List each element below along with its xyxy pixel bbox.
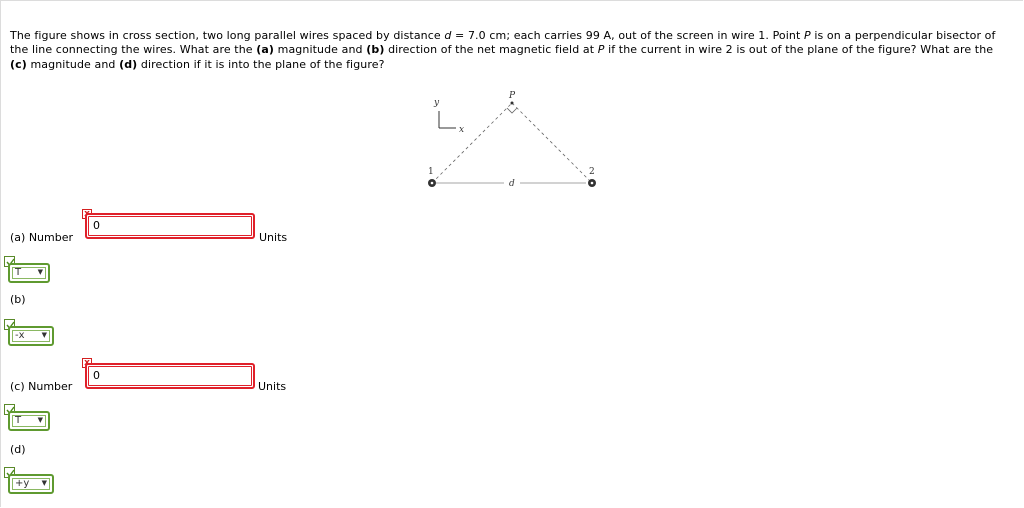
question-segment: P bbox=[597, 43, 605, 57]
part-c-number-input[interactable] bbox=[93, 369, 243, 382]
part-a-label: (a) Number bbox=[10, 231, 74, 244]
wire-2-label: 2 bbox=[589, 167, 595, 177]
question-segment: direction if it is into the plane of the figure? bbox=[137, 57, 385, 71]
wire-2-dot bbox=[591, 182, 594, 185]
question-segment: = 7.0 cm; each carries 99 A, out of the screen in wire 1. Point bbox=[451, 29, 804, 42]
left-dashed-side bbox=[432, 103, 512, 183]
question-segment: P bbox=[804, 29, 811, 42]
part-c-units-label: Units bbox=[258, 380, 287, 393]
distance-label: d bbox=[509, 179, 515, 189]
y-axis-label: y bbox=[434, 98, 440, 108]
part-c-units-value: T bbox=[15, 415, 22, 426]
part-b-direction-value: -x bbox=[15, 330, 25, 341]
question-segment: The figure shows in cross section, two long parallel wires spaced by distance bbox=[10, 29, 445, 42]
part-a-number-input[interactable] bbox=[93, 219, 243, 232]
question-segment: magnitude and bbox=[26, 57, 120, 71]
part-c-number-field[interactable] bbox=[85, 363, 255, 389]
part-a-units-select[interactable] bbox=[8, 263, 50, 283]
question-segment: direction of the net magnetic field at bbox=[384, 43, 598, 57]
part-d-label: (d) bbox=[10, 443, 26, 456]
part-b-label: (b) bbox=[10, 293, 26, 306]
part-b-direction-select[interactable] bbox=[8, 326, 54, 346]
question-segment: magnitude and bbox=[274, 43, 367, 57]
question-segment: is on a perpendicular bisector of the line connecting the wires. What are the bbox=[10, 29, 996, 57]
part-c-units-select[interactable] bbox=[8, 411, 50, 431]
figure-diagram bbox=[420, 90, 620, 200]
part-d-direction-select[interactable] bbox=[8, 474, 54, 494]
chevron-down-icon: ▼ bbox=[37, 268, 43, 276]
part-c-label: (c) Number bbox=[10, 380, 73, 393]
right-angle-marker bbox=[507, 108, 517, 113]
question-segment: if the current in wire 2 is out of the plane of the figure? What are the bbox=[604, 43, 994, 57]
point-p-label: P bbox=[509, 91, 516, 101]
part-a-number-field[interactable] bbox=[85, 213, 255, 239]
part-a-units-value: T bbox=[15, 267, 22, 278]
chevron-down-icon: ▼ bbox=[41, 331, 47, 339]
question-segment: (c) bbox=[10, 57, 27, 71]
right-dashed-side bbox=[512, 103, 592, 183]
question-segment: d bbox=[444, 29, 452, 42]
chevron-down-icon: ▼ bbox=[37, 416, 43, 424]
question-segment: (a) bbox=[256, 43, 275, 57]
question-text bbox=[10, 29, 1010, 72]
wire-1-label: 1 bbox=[428, 167, 434, 177]
wire-1-dot bbox=[431, 182, 434, 185]
question-segment: (b) bbox=[366, 43, 385, 57]
question-segment: (d) bbox=[119, 57, 138, 71]
part-d-direction-value: +y bbox=[15, 478, 30, 489]
x-axis-label: x bbox=[459, 125, 465, 135]
chevron-down-icon: ▼ bbox=[41, 479, 47, 487]
part-a-units-label: Units bbox=[259, 231, 288, 244]
point-p bbox=[511, 102, 514, 105]
